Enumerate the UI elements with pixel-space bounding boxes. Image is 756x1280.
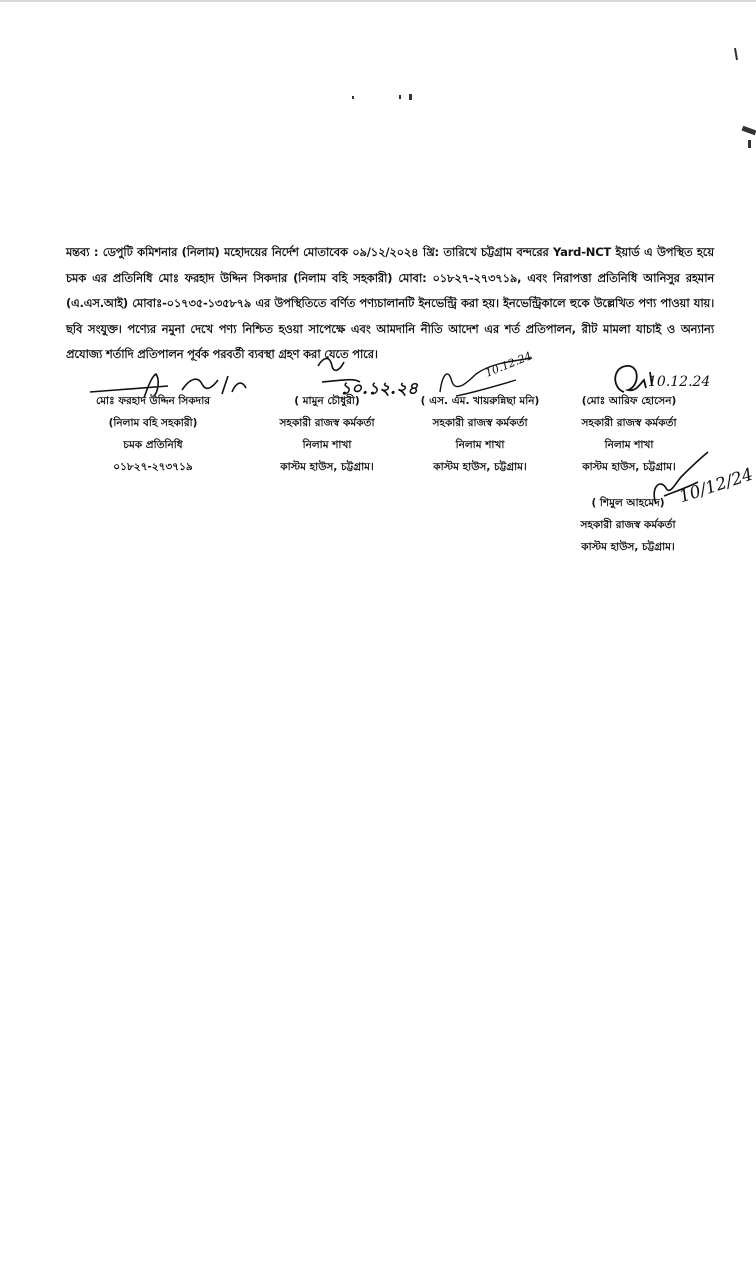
signatory-name: ( এস. এম. খায়রুন্নিছা মনি) (420, 395, 540, 407)
signature-date-5: 10/12/24 (676, 464, 756, 508)
signatory-phone: ০১৮২৭-২৭৩৭১৯ (113, 461, 193, 473)
signatory-section: নিলাম শাখা (302, 439, 352, 451)
signatory-office: কাস্টম হাউস, চট্টগ্রাম। (581, 541, 675, 553)
scan-speck (734, 48, 738, 60)
scan-speck (748, 140, 751, 148)
signatory-block-4 (562, 390, 696, 478)
signatory-block-5 (560, 492, 696, 558)
signatory-block-3 (410, 390, 550, 478)
signatory-title: সহকারী রাজস্ব কর্মকর্তা (581, 417, 677, 429)
remarks-paragraph (66, 240, 714, 368)
signatory-section: নিলাম শাখা (604, 439, 654, 451)
signatory-title: সহকারী রাজস্ব কর্মকর্তা (580, 519, 676, 531)
signatory-office: কাস্টম হাউস, চট্টগ্রাম। (280, 461, 374, 473)
signatory-office: কাস্টম হাউস, চট্টগ্রাম। (582, 461, 676, 473)
remarks-label: মন্তব্য : (66, 245, 99, 259)
signatory-title: (নিলাম বহি সহকারী) (108, 417, 198, 429)
signatory-title: সহকারী রাজস্ব কর্মকর্তা (432, 417, 528, 429)
signatory-name: মোঃ ফরহাদ উদ্দিন সিকদার (95, 395, 211, 407)
scan-speck (742, 126, 756, 135)
signatory-name: ( মামুন চৌধুরী) (294, 395, 360, 407)
signature-date-3: 10.12.24 (483, 349, 534, 380)
scan-speck (399, 95, 401, 99)
scan-speck (409, 94, 412, 100)
remarks-text: ডেপুটি কমিশনার (নিলাম) মহোদয়ের নির্দেশ মোতাবেক ০৯/১২/২০২৪ খ্রি: তারিখে চট্টগ্রাম বন্দরের Yard-NCT ইয়ার্ড এ উপস্থিত হয়ে চমক এর প্রতিনিধি মোঃ ফরহাদ উদ্দিন সিকদার (নিলাম বহি সহকারী) মোবা: ০১৮২৭-২৭৩৭১৯, এবং নিরাপত্তা প্রতিনিধি আনিসুর রহমান (এ.এস.আই) মোবাঃ-০১৭৩৫-১৩৫৮৭৯ এর উপস্থিতিতে বর্ণিত পণ্যচালানটি ইনভেন্ট্রি করা হয়। ইনভেন্ট্রিকালে হুকে উল্লেখিত পণ্য পাওয়া যায়। ছবি সংযুক্ত। পণ্যের নমুনা দেখে পণ্য নিশ্চিত হওয়া সাপেক্ষে এবং আমদানি নীতি আদেশ এর শর্ত প্রতিপালন, রীট মামলা যাচাই ও অন্যান্য প্রযোজ্য শর্তাদি প্রতিপালন পূর্বক পরবর্তী ব্যবস্থা গ্রহণ করা যেতে পারে। (66, 245, 714, 361)
signatory-role: চমক প্রতিনিধি (123, 439, 183, 451)
signature-date-2: ১০.১২.২৪ (340, 379, 419, 399)
signatory-name: (মোঃ আরিফ হোসেন) (581, 395, 677, 407)
signatory-block-2 (262, 390, 392, 478)
signatory-section: নিলাম শাখা (455, 439, 505, 451)
scan-speck (352, 96, 354, 99)
signature-date-4: 10.12.24 (648, 374, 711, 390)
signatory-office: কাস্টম হাউস, চট্টগ্রাম। (433, 461, 527, 473)
page-top-border (0, 0, 756, 2)
signatory-block-1 (88, 390, 218, 478)
signatory-title: সহকারী রাজস্ব কর্মকর্তা (279, 417, 375, 429)
signatory-name: ( শিমুল আহমেদ) (591, 497, 665, 509)
